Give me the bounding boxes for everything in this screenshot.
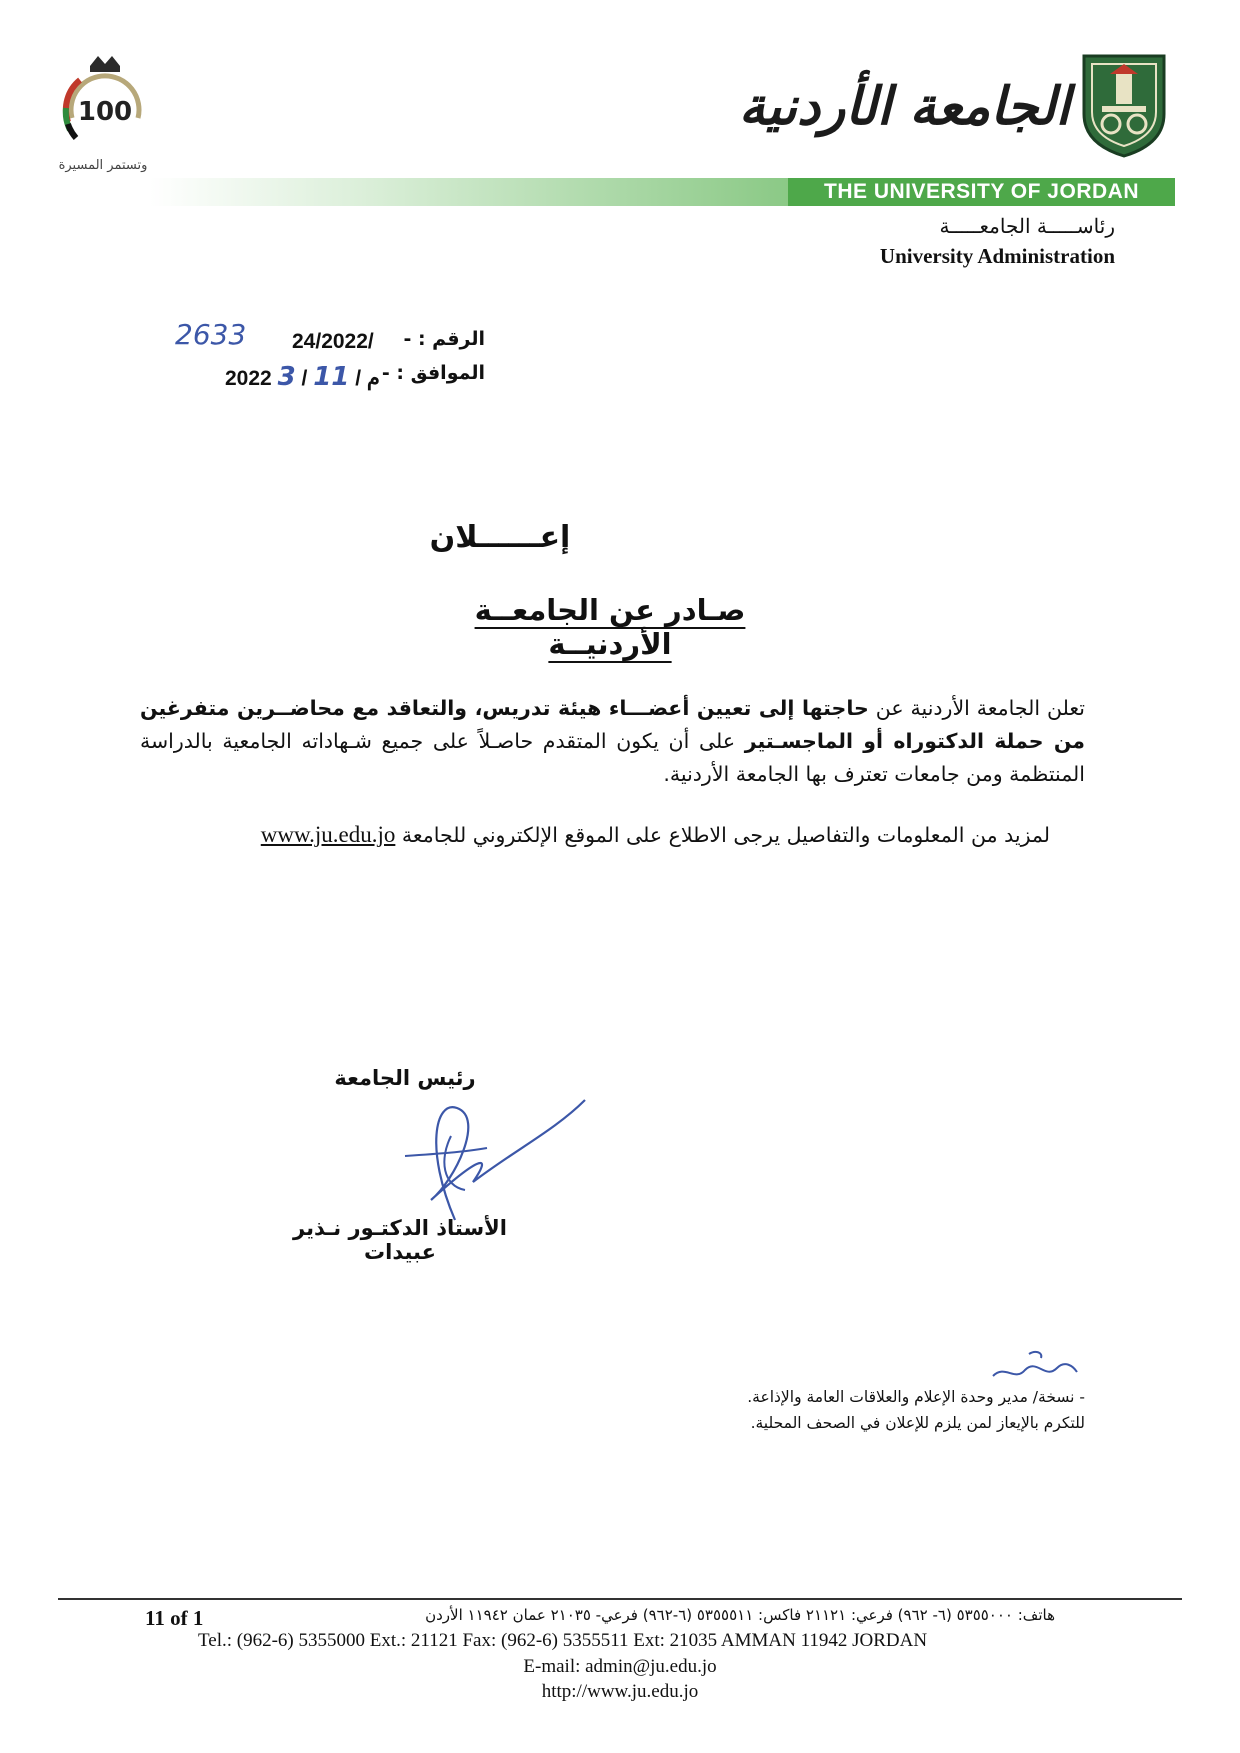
administration-english: University Administration [879, 244, 1115, 268]
announcement-body [140, 692, 1085, 791]
body-text-2: على أن يكون المتقدم حاصـلاً على جميع شـهاداته الجامعية بالدراسة المنتظمة ومن جامعات تعترف بها الجامعة الأردنية. [140, 729, 1085, 786]
reference-number-handwritten: 2633 [175, 318, 247, 351]
reference-number-value: 24/2022/ [292, 330, 374, 353]
university-crest-logo [1078, 52, 1170, 158]
footer-website[interactable]: http://www.ju.edu.jo [541, 1681, 699, 1702]
announcement-title: إعــــــلان [429, 520, 571, 555]
copy-note-line-2: للتكرم بالإيعاز لمن يلزم للإعلان في الصحف المحلية. [750, 1414, 1085, 1432]
president-name: الأستاذ الدكتـور نـذير عبيدات [293, 1216, 507, 1264]
initials-mark [985, 1346, 1080, 1388]
more-info-text: لمزيد من المعلومات والتفاصيل يرجى الاطلاع على الموقع الإلكتروني للجامعة [401, 823, 1050, 847]
date-separator: / [301, 367, 308, 390]
footer-contact-english: Tel.: (962-6) 5355000 Ext.: 21121 Fax: (962-6) 5355511 Ext: 21035 AMMAN 11942 JORDAN [198, 1630, 928, 1651]
footer-contact-arabic: هاتف: ٥٣٥٥٠٠٠ (٦- ٩٦٢) فرعي: ٢١١٢١ فاكس: ٥٣٥٥٥١١ (٦-٩٦٢) فرعي- ٢١٠٣٥ عمان ١١٩٤٢ الأردن [425, 1606, 1055, 1624]
date-label: الموافق : - [381, 362, 485, 384]
centennial-number: 100 [77, 97, 133, 127]
body-text-1: تعلن الجامعة الأردنية عن [875, 696, 1086, 720]
president-title: رئيس الجامعة [334, 1066, 476, 1090]
page-number: 11 of 1 [145, 1606, 204, 1630]
footer-email: E-mail: admin@ju.edu.jo [523, 1656, 717, 1677]
more-info-line [150, 822, 1050, 848]
date-value [225, 362, 380, 392]
copy-note-line-1: - نسخة/ مدير وحدة الإعلام والعلاقات العامة والإذاعة. [747, 1388, 1085, 1406]
date-separator: / [355, 367, 362, 390]
body-text-bold: حاجتها إلى تعيين أعضـــاء هيئة تدريس، والتعاقد مع محاضــرين متفرغين من حملة الدكتوراه أو الماجسـتير [140, 696, 1085, 753]
date-year: 2022 م [225, 367, 380, 390]
university-name-calligraphy: الجامعة الأردنية [738, 76, 1070, 137]
university-name-english: THE UNIVERSITY OF JORDAN [788, 178, 1175, 206]
administration-arabic: رئاســـــة الجامعـــــة [939, 214, 1115, 238]
date-month-handwritten: 11 [313, 362, 350, 392]
announcement-subtitle: صـادر عن الجامعــة الأردنيــة [474, 593, 746, 661]
website-link[interactable]: www.ju.edu.jo [260, 822, 396, 847]
centennial-motto: وتستمر المسيرة [58, 158, 148, 173]
date-day-handwritten: 3 [277, 362, 296, 392]
footer-divider [58, 1598, 1182, 1600]
reference-number-label: الرقم : - [403, 328, 485, 350]
